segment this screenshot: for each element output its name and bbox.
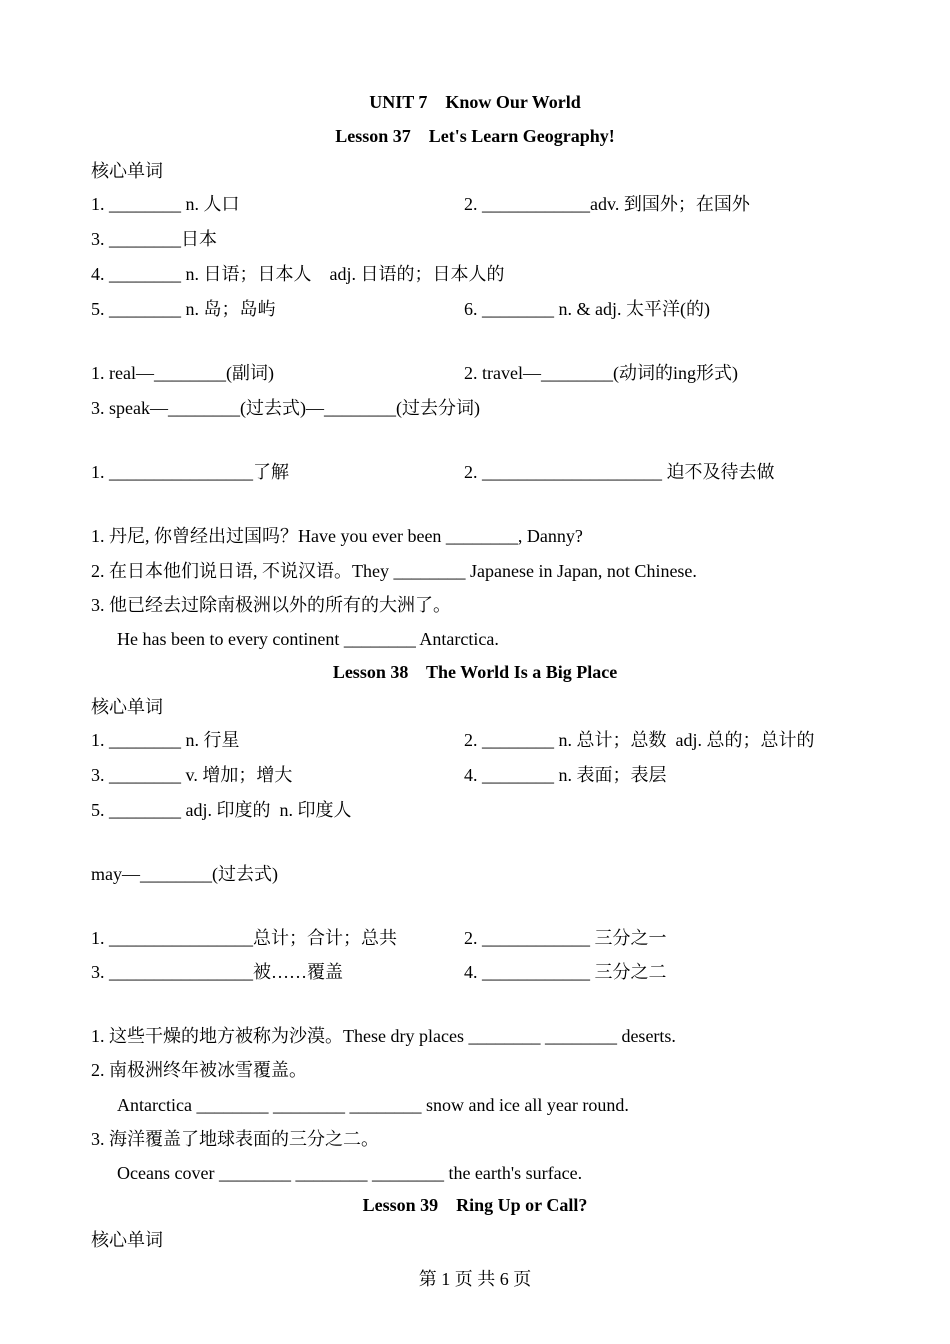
vocab-item: 3. ________ v. 增加；增大 <box>91 765 293 785</box>
vocab-item: 3. ________日本 <box>91 229 217 249</box>
phrase-item: 1. ________________总计；合计；总共 <box>91 928 397 948</box>
phrase-item: 3. ________________被……覆盖 <box>91 962 343 982</box>
phrase-item: 1. ________________了解 <box>91 462 289 482</box>
vocab-item: 2. ________ n. 总计；总数 adj. 总的；总计的 <box>464 730 815 750</box>
word-form-item: may—________(过去式) <box>91 864 278 884</box>
vocab-item: 6. ________ n. & adj. 太平洋(的) <box>464 299 710 319</box>
lesson-37-vocab-heading: 核心单词 <box>91 161 163 181</box>
vocab-item: 1. ________ n. 人口 <box>91 194 240 214</box>
sentence-item: Antarctica ________ ________ ________ snow and ice all year round. <box>117 1095 629 1115</box>
phrase-item: 4. ____________ 三分之二 <box>464 962 667 982</box>
sentence-item: 2. 南极洲终年被冰雪覆盖。 <box>91 1060 307 1080</box>
page-footer: 第 1 页 共 6 页 <box>418 1269 532 1289</box>
word-form-item: 3. speak—________(过去式)—________(过去分词) <box>91 398 480 418</box>
phrase-item: 2. ____________ 三分之一 <box>464 928 667 948</box>
vocab-item: 5. ________ adj. 印度的 n. 印度人 <box>91 800 352 820</box>
sentence-item: Oceans cover ________ ________ ________ the earth's surface. <box>117 1163 583 1183</box>
lesson-39-vocab-heading: 核心单词 <box>91 1230 163 1250</box>
phrase-item: 2. ____________________ 迫不及待去做 <box>464 462 775 482</box>
lesson-38-vocab-heading: 核心单词 <box>91 697 163 717</box>
vocab-item: 4. ________ n. 表面；表层 <box>464 765 667 785</box>
vocab-item: 1. ________ n. 行星 <box>91 730 240 750</box>
lesson-39-title: Lesson 39 Ring Up or Call? <box>362 1195 588 1215</box>
vocab-item: 4. ________ n. 日语；日本人 adj. 日语的；日本人的 <box>91 264 505 284</box>
sentence-item: 1. 这些干燥的地方被称为沙漠。These dry places ________ ________ deserts. <box>91 1026 676 1046</box>
vocab-item: 2. ____________adv. 到国外；在国外 <box>464 194 750 214</box>
vocab-item: 5. ________ n. 岛；岛屿 <box>91 299 276 319</box>
sentence-item: 3. 海洋覆盖了地球表面的三分之二。 <box>91 1129 379 1149</box>
unit-title: UNIT 7 Know Our World <box>369 92 581 112</box>
word-form-item: 1. real—________(副词) <box>91 363 274 383</box>
lesson-37-title: Lesson 37 Let's Learn Geography! <box>335 126 615 146</box>
lesson-38-title: Lesson 38 The World Is a Big Place <box>332 662 618 682</box>
sentence-item: 3. 他已经去过除南极洲以外的所有的大洲了。 <box>91 595 451 615</box>
sentence-item: 1. 丹尼, 你曾经出过国吗？Have you ever been ________, Danny? <box>91 526 583 546</box>
word-form-item: 2. travel—________(动词的ing形式) <box>464 363 738 383</box>
sentence-item: He has been to every continent ________ Antarctica. <box>117 629 499 649</box>
sentence-item: 2. 在日本他们说日语, 不说汉语。They ________ Japanese in Japan, not Chinese. <box>91 561 697 581</box>
